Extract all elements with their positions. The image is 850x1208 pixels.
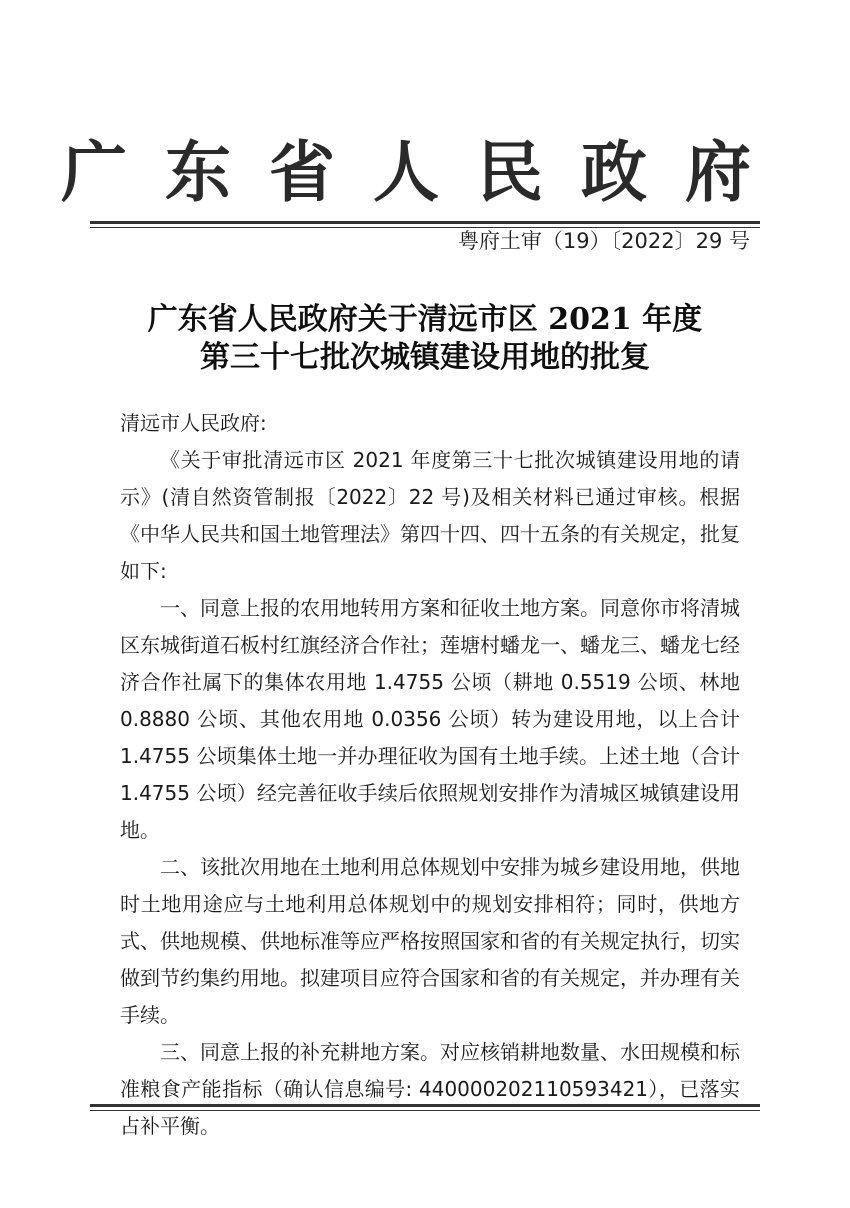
addressee: 清远市人民政府: [120,411,267,435]
body-paragraph: 一、同意上报的农用地转用方案和征收土地方案。同意你市将清城区东城街道石板村红旗经济合作社；莲塘村蟠龙一、蟠龙三、蟠龙七经济合作社属下的集体农用地 1.4755 公顷（耕地 0.5519 公顷、林地 0.8880 公顷、其他农用地 0.0356 公顷）转为建设用地，以上合计 1.4755 公顷集体土地一并办理征收为国有土地手续。上述土地（合计 1.4755 公顷）经完善征收手续后依照规划安排作为清城区城镇建设用地。 [120,596,740,842]
document-body [120,405,740,1145]
document-number: 粤府土审（19）〔2022〕29 号 [457,229,750,253]
document-title-line-1: 广东省人民政府关于清远市区 2021 年度 [147,302,703,337]
footer-rule-thick [90,1104,760,1107]
body-paragraph: 《关于审批清远市区 2021 年度第三十七批次城镇建设用地的请示》(清自然资管制报〔2022〕22 号)及相关材料已通过审核。根据《中华人民共和国土地管理法》第四十四、四十五条的有关规定，批复如下: [120,448,740,583]
footer-rule-thin [90,1110,760,1111]
header-rule-thick [90,221,760,224]
body-paragraph: 三、同意上报的补充耕地方案。对应核销耕地数量、水田规模和标准粮食产能指标（确认信息编号: 440000202110593421），已落实占补平衡。 [120,1040,740,1138]
masthead-title: 广东省人民政府 [61,133,789,211]
body-paragraph: 二、该批次用地在土地利用总体规划中安排为城乡建设用地，供地时土地用途应与土地利用总体规划中的规划安排相符；同时，供地方式、供地规模、供地标准等应严格按照国家和省的有关规定执行，切实做到节约集约用地。拟建项目应符合国家和省的有关规定，并办理有关手续。 [120,855,740,1027]
document-title-line-2: 第三十七批次城镇建设用地的批复 [200,340,650,375]
